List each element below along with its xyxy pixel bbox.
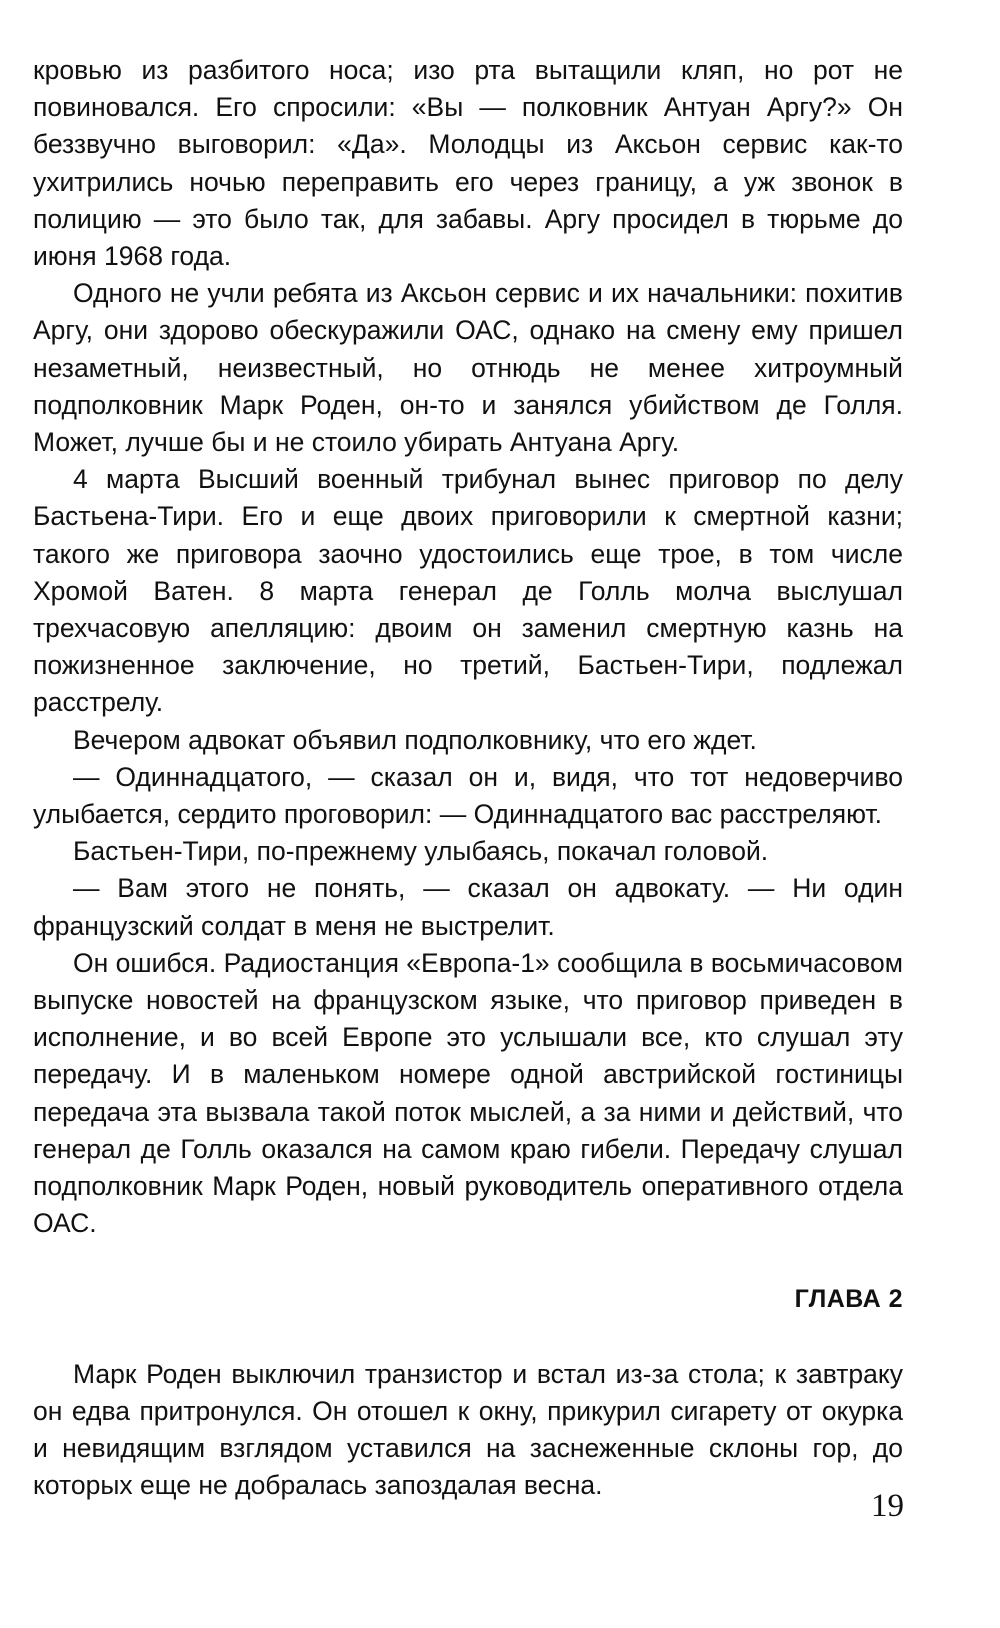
paragraph: Бастьен-Тири, по-прежнему улыбаясь, покачал головой. bbox=[73, 836, 769, 867]
paragraph: 4 марта Высший военный трибунал вынес приговор по делу Бастьена-Тири. Его и еще двоих приговорили к смертной казни; такого же приговора заочно удостоились еще трое, в том числе Хромой Ватен. 8 марта генерал де Голль молча выслушал трехчасовую апелляцию: двоим он заменил смертную казнь на пожизненное заключение, но третий, Бастьен-Тири, подлежал расстрелу. bbox=[33, 464, 903, 718]
book-page-text bbox=[33, 52, 903, 1504]
paragraph-continued: кровью из разбитого носа; изо рта вытащили кляп, но рот не повиновался. Его спросили: «Вы — полковник Антуан Аргу?» Он беззвучно выговорил: «Да». Молодцы из Аксьон сервис как-то ухитрились ночью переправить его через границу, а уж звонок в полицию — это было так, для забавы. Аргу просидел в тюрьме до июня 1968 года. bbox=[33, 55, 903, 272]
paragraph: Вечером адвокат объявил подполковнику, что его ждет. bbox=[73, 724, 757, 755]
chapter-first-paragraph: Марк Роден выключил транзистор и встал из-за стола; к завтраку он едва притронулся. Он отошел к окну, прикурил сигарету от окурка и невидящим взглядом уставился на заснеженные склоны гор, до которых еще не добралась запоздалая весна. bbox=[33, 1358, 903, 1501]
paragraph: Он ошибся. Радиостанция «Европа-1» сообщила в восьмичасовом выпуске новостей на французском языке, что приговор приведен в исполнение, и во всей Европе это услышали все, кто слушал эту передачу. И в маленьком номере одной австрийской гостиницы передача эта вызвала такой поток мыслей, а за ними и действий, что генерал де Голль оказался на самом краю гибели. Передачу слушал подполковник Марк Роден, новый руководитель оперативного отдела ОАС. bbox=[33, 947, 904, 1239]
dialogue-paragraph: — Вам этого не понять, — сказал он адвокату. — Ни один французский солдат в меня не выстрелит. bbox=[33, 873, 903, 941]
page-number: 19 bbox=[871, 1488, 904, 1524]
dialogue-paragraph: — Одиннадцатого, — сказал он и, видя, что тот недоверчиво улыбается, сердито проговорил: — Одиннадцатого вас расстреляют. bbox=[33, 761, 903, 830]
paragraph: Одного не учли ребята из Аксьон сервис и их начальники: похитив Аргу, они здорово обескуражили ОАС, однако на смену ему пришел незаметный, неизвестный, но отнюдь не менее хитроумный подполковник Марк Роден, он-то и занялся убийством де Голля. Может, лучше бы и не стоило убирать Антуана Аргу. bbox=[33, 278, 903, 458]
chapter-heading: ГЛАВА 2 bbox=[794, 1284, 903, 1313]
